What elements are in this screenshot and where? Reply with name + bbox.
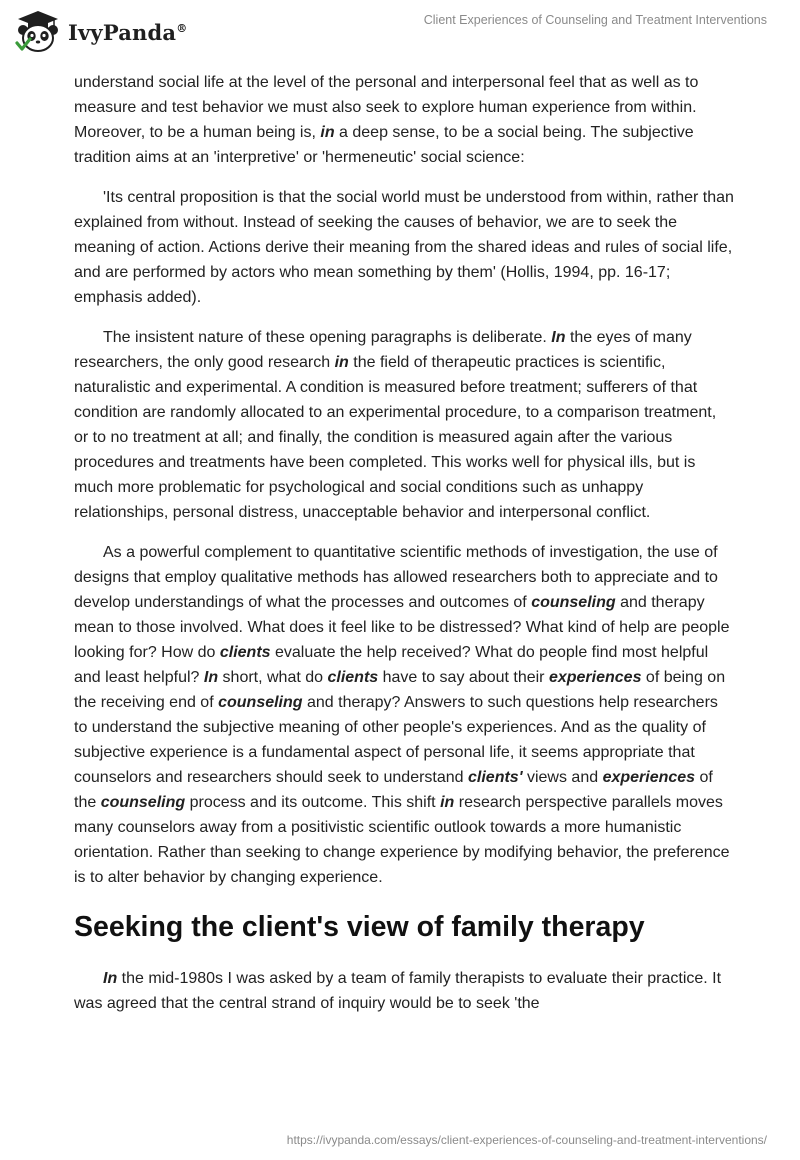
section-heading: Seeking the client's view of family therapy xyxy=(74,911,645,943)
logo-wordmark: IvyPanda® xyxy=(68,19,188,45)
ivypanda-logo[interactable] xyxy=(14,9,187,55)
paragraph-3: The insistent nature of these opening paragraphs is deliberate. In the eyes of many researchers, the only good research in the field of therapeutic practices is scientific, naturalistic and experimental. A condition is measured before treatment; sufferers of that condition are randomly allocated to an experimental procedure, to a comparison treatment, or to no treatment at all; and finally, the condition is measured again after the various procedures and treatments have been completed. This works well for physical ills, but is much more problematic for psychological and social conditions such as unhappy relationships, personal distress, unacceptable behavior and interpersonal conflict. xyxy=(74,329,717,521)
essay-content xyxy=(74,70,734,1031)
paragraph-4: As a powerful complement to quantitative scientific methods of investigation, the use of designs that employ qualitative methods has allowed researchers both to appreciate and to develop understandings of what the processes and outcomes of counseling and therapy mean to those involved. What does it feel like to be distressed? What kind of help are people looking for? How do clients evaluate the help received? What do people find most helpful and least helpful? In short, what do clients have to say about their experiences of being on the receiving end of counseling and therapy? Answers to such questions help researchers to understand the subjective meaning of other people's experiences. And as the quality of subjective experience is a fundamental aspect of personal life, it seems appropriate that counselors and researchers should seek to understand clients' views and experiences of the counseling process and its outcome. This shift in research perspective parallels moves many counselors away from a positivistic scientific outlook towards a more humanistic orientation. Rather than seeking to change experience by modifying behavior, the preference is to alter behavior by changing experience. xyxy=(74,544,730,886)
paragraph-5: In the mid-1980s I was asked by a team of family therapists to evaluate their practice. It was agreed that the central strand of inquiry would be to seek 'the xyxy=(74,970,722,1012)
source-url[interactable]: https://ivypanda.com/essays/client-experiences-of-counseling-and-treatment-interventions/ xyxy=(286,1133,767,1147)
page-header xyxy=(0,0,800,64)
document-title: Client Experiences of Counseling and Treatment Interventions xyxy=(423,13,767,27)
panda-logo-icon xyxy=(14,9,62,55)
paragraph-1: understand social life at the level of the personal and interpersonal feel that as well as to measure and test behavior we must also seek to explore human experience from within. Moreover, to be a human being is, in a deep sense, to be a social being. The subjective tradition aims at an 'interpretive' or 'hermeneutic' social science: xyxy=(74,74,699,166)
block-quote: 'Its central proposition is that the social world must be understood from within, rather than explained from without. Instead of seeking the causes of behavior, we are to seek the meaning of action. Actions derive their meaning from the shared ideas and rules of social life, and are performed by actors who mean something by them' (Hollis, 1994, pp. 16-17; emphasis added). xyxy=(74,189,734,306)
